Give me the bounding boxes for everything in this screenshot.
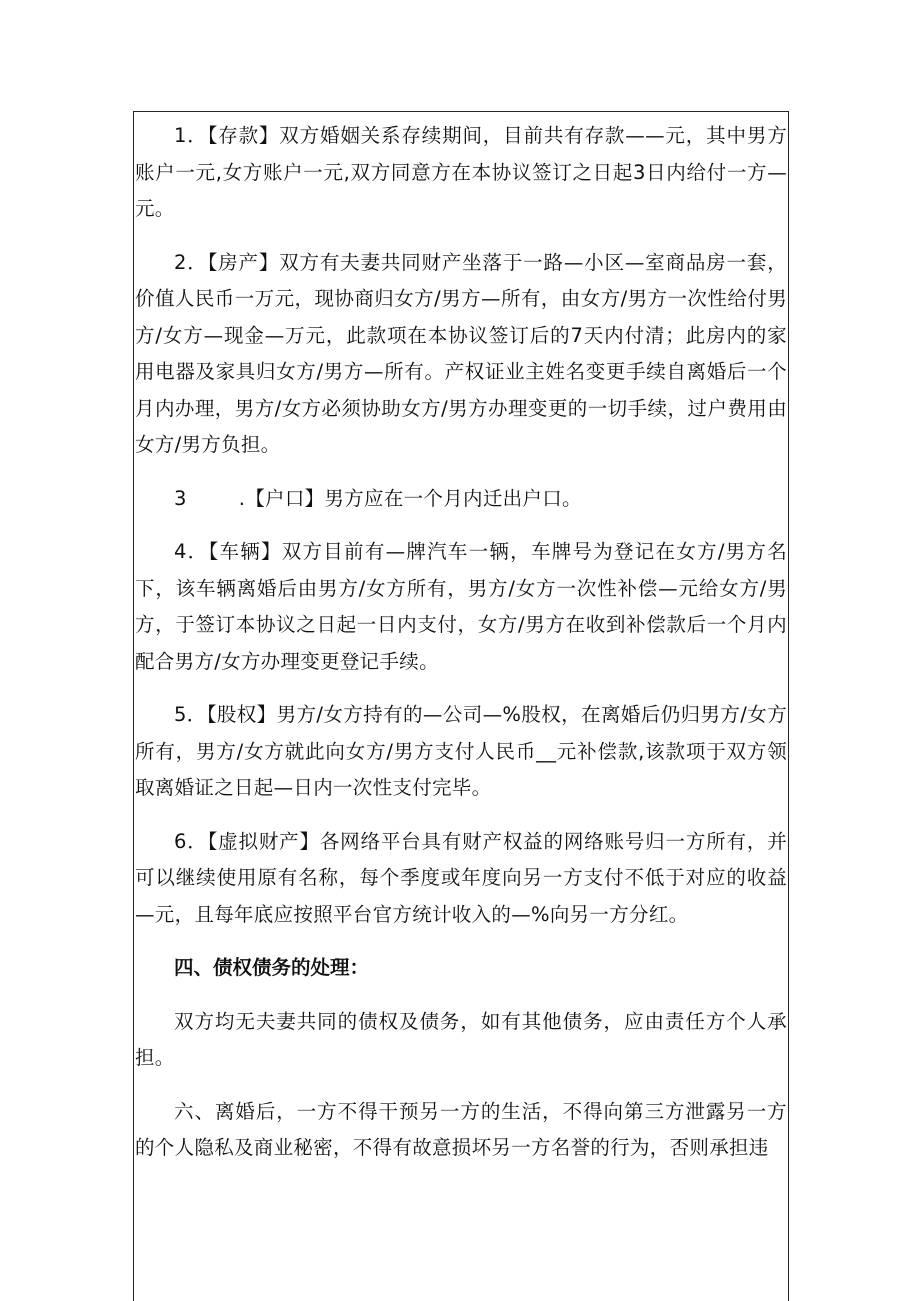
document-body — [135, 118, 787, 1184]
clause-vehicle: 4．【车辆】双方目前有—牌汽车一辆，车牌号为登记在女方/男方名下，该车辆离婚后由男方/女方所有，男方/女方一次性补偿—元给女方/男方，于签订本协议之日起一日内支付，女方/男方在收到补偿款后一个月内配合男方/女方办理变更登记手续。 — [135, 540, 787, 673]
clause-household-registration — [135, 481, 787, 518]
clause-equity: 5．【股权】男方/女方持有的—公司—%股权，在离婚后仍归男方/女方所有，男方/女方就此向女方/男方支付人民币__元补偿款,该款项于双方领取离婚证之日起—日内一次性支付完毕。 — [135, 703, 787, 799]
post-divorce-paragraph: 六、离婚后，一方不得干预另一方的生活，不得向第三方泄露另一方的个人隐私及商业秘密，不得有故意损坏另一方名誉的行为，否则承担违 — [135, 1099, 787, 1159]
debts-paragraph: 双方均无夫妻共同的债权及债务，如有其他债务，应由责任方个人承担。 — [135, 1009, 787, 1069]
clause-text: .【户口】男方应在一个月内迁出户口。 — [238, 486, 582, 510]
clause-virtual-property: 6．【虚拟财产】各网络平台具有财产权益的网络账号归一方所有，并可以继续使用原有名称，每个季度或年度向另一方支付不低于对应的收益—元，且每年底应按照平台官方统计收入的—%向另一方分红。 — [135, 829, 787, 926]
clause-number: 3 — [174, 486, 187, 510]
clause-deposit: 1．【存款】双方婚姻关系存续期间，目前共有存款——元，其中男方账户一元,女方账户一元,双方同意方在本协议签订之日起3日内给付一方—元。 — [135, 124, 787, 220]
section-heading-debts: 四、债权债务的处理： — [174, 956, 370, 979]
clause-property: 2．【房产】双方有夫妻共同财产坐落于一路—小区—室商品房一套，价值人民币一万元，现协商归女方/男方—所有，由女方/男方一次性给付男方/女方—现金—万元，此款项在本协议签订后的7天内付清；此房内的家用电器及家具归女方/男方—所有。产权证业主姓名变更手续自离婚后一个月内办理，男方/女方必须协助女方/男方办理变更的一切手续，过户费用由女方/男方负担。 — [135, 250, 787, 456]
